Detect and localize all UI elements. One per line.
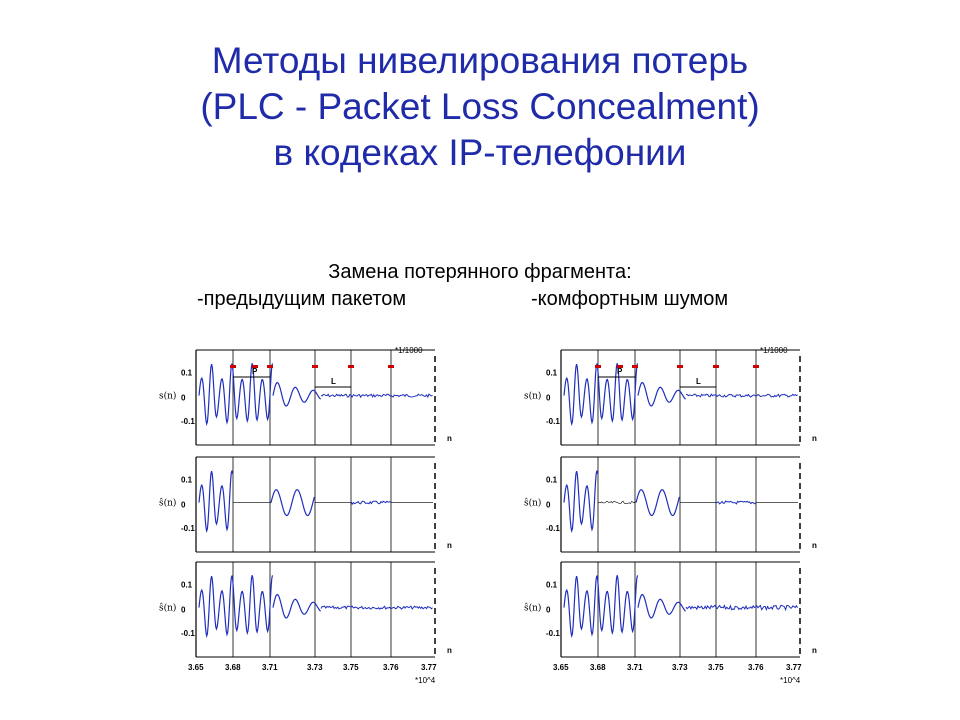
y-tick-label: -0.1 [546, 523, 560, 533]
top-multiplier: *1/1000 [760, 346, 788, 355]
packet-marker [348, 365, 354, 368]
x-tick-label: 3.68 [225, 663, 241, 672]
n-axis-label: n [812, 646, 817, 655]
title-line-1: Методы нивелирования потерь [211, 40, 749, 81]
subtitle: Замена потерянного фрагмента: [328, 261, 632, 283]
y-tick-label: 0 [546, 605, 551, 615]
signal-waveform [638, 595, 686, 618]
x-tick-label: 3.76 [383, 663, 399, 672]
y-tick-label: 0 [181, 393, 186, 403]
x-tick-label: 3.71 [627, 663, 643, 672]
signal-waveform [564, 471, 598, 531]
signal-waveform [564, 575, 638, 636]
signal-waveform [638, 383, 686, 406]
x-tick-label: 3.68 [590, 663, 606, 672]
row-label: ŝ(n) [524, 603, 542, 614]
x-tick-label: 3.77 [786, 663, 802, 672]
y-tick-label: 0 [546, 500, 551, 510]
x-tick-label: 3.75 [343, 663, 359, 672]
x-tick-label: 3.75 [708, 663, 724, 672]
y-tick-label: -0.1 [546, 416, 560, 426]
x-tick-label: 3.65 [553, 663, 569, 672]
x-tick-label: 3.76 [748, 663, 764, 672]
y-tick-label: 0.1 [181, 368, 193, 378]
signal-waveform [199, 575, 273, 636]
row-label: s(n) [159, 391, 177, 402]
row-label: ŝ(n) [159, 498, 177, 509]
y-tick-label: 0.1 [546, 580, 558, 590]
n-axis-label: n [447, 434, 452, 443]
y-tick-label: -0.1 [181, 416, 195, 426]
y-tick-label: 0.1 [181, 475, 193, 485]
packet-marker [230, 365, 236, 368]
packet-marker [312, 365, 318, 368]
signal-waveform [199, 471, 233, 531]
y-tick-label: 0 [546, 393, 551, 403]
right-caption: -комфортным шумом [531, 288, 729, 310]
marker-l-label: L [696, 377, 701, 386]
marker-p-label: P [617, 367, 623, 376]
signal-waveform [273, 383, 321, 406]
n-axis-label: n [812, 541, 817, 550]
title-line-2: (PLC - Packet Loss Concealment) [200, 86, 760, 127]
title-line-3: в кодеках IP-телефонии [273, 132, 687, 173]
n-axis-label: n [447, 541, 452, 550]
top-multiplier: *1/1000 [395, 346, 423, 355]
packet-marker [388, 365, 394, 368]
marker-p-label: P [252, 367, 258, 376]
y-tick-label: 0 [181, 605, 186, 615]
x-tick-label: 3.73 [672, 663, 688, 672]
figure-comfort-noise [524, 340, 817, 690]
n-axis-label: n [812, 434, 817, 443]
x-tick-label: 3.71 [262, 663, 278, 672]
y-tick-label: -0.1 [546, 628, 560, 638]
packet-marker [677, 365, 683, 368]
row-label: ŝ(n) [524, 498, 542, 509]
signal-waveform [199, 363, 273, 424]
y-tick-label: 0.1 [181, 580, 193, 590]
y-tick-label: 0.1 [546, 475, 558, 485]
signal-waveform [564, 363, 638, 424]
marker-l-label: L [331, 377, 336, 386]
signal-noise [321, 394, 433, 397]
packet-marker [753, 365, 759, 368]
signal-gap-noise [598, 501, 635, 503]
packet-marker [713, 365, 719, 368]
signal-waveform [636, 490, 679, 516]
row-label: s(n) [524, 391, 542, 402]
figure-previous-packet [159, 340, 452, 690]
signal-noise [321, 606, 433, 609]
slide-title [0, 38, 960, 176]
packet-marker [595, 365, 601, 368]
x-tick-label: 3.73 [307, 663, 323, 672]
packet-marker [267, 365, 273, 368]
packet-marker [632, 365, 638, 368]
x-tick-label: 3.65 [188, 663, 204, 672]
x-tick-label: 3.77 [421, 663, 437, 672]
x-multiplier: *10^4 [415, 676, 436, 685]
signal-noise [686, 394, 798, 397]
row-label: ŝ(n) [159, 603, 177, 614]
figure-left-svg [159, 340, 452, 690]
y-tick-label: 0 [181, 500, 186, 510]
signal-noise [351, 501, 391, 504]
y-tick-label: 0.1 [546, 368, 558, 378]
signal-noise [716, 501, 756, 504]
signal-noise [686, 605, 798, 609]
n-axis-label: n [447, 646, 452, 655]
y-tick-label: -0.1 [181, 523, 195, 533]
signal-waveform [271, 490, 314, 516]
x-multiplier: *10^4 [780, 676, 801, 685]
left-caption: -предыдущим пакетом [197, 288, 407, 310]
y-tick-label: -0.1 [181, 628, 195, 638]
figure-right-svg [524, 340, 817, 690]
signal-waveform [273, 595, 321, 618]
